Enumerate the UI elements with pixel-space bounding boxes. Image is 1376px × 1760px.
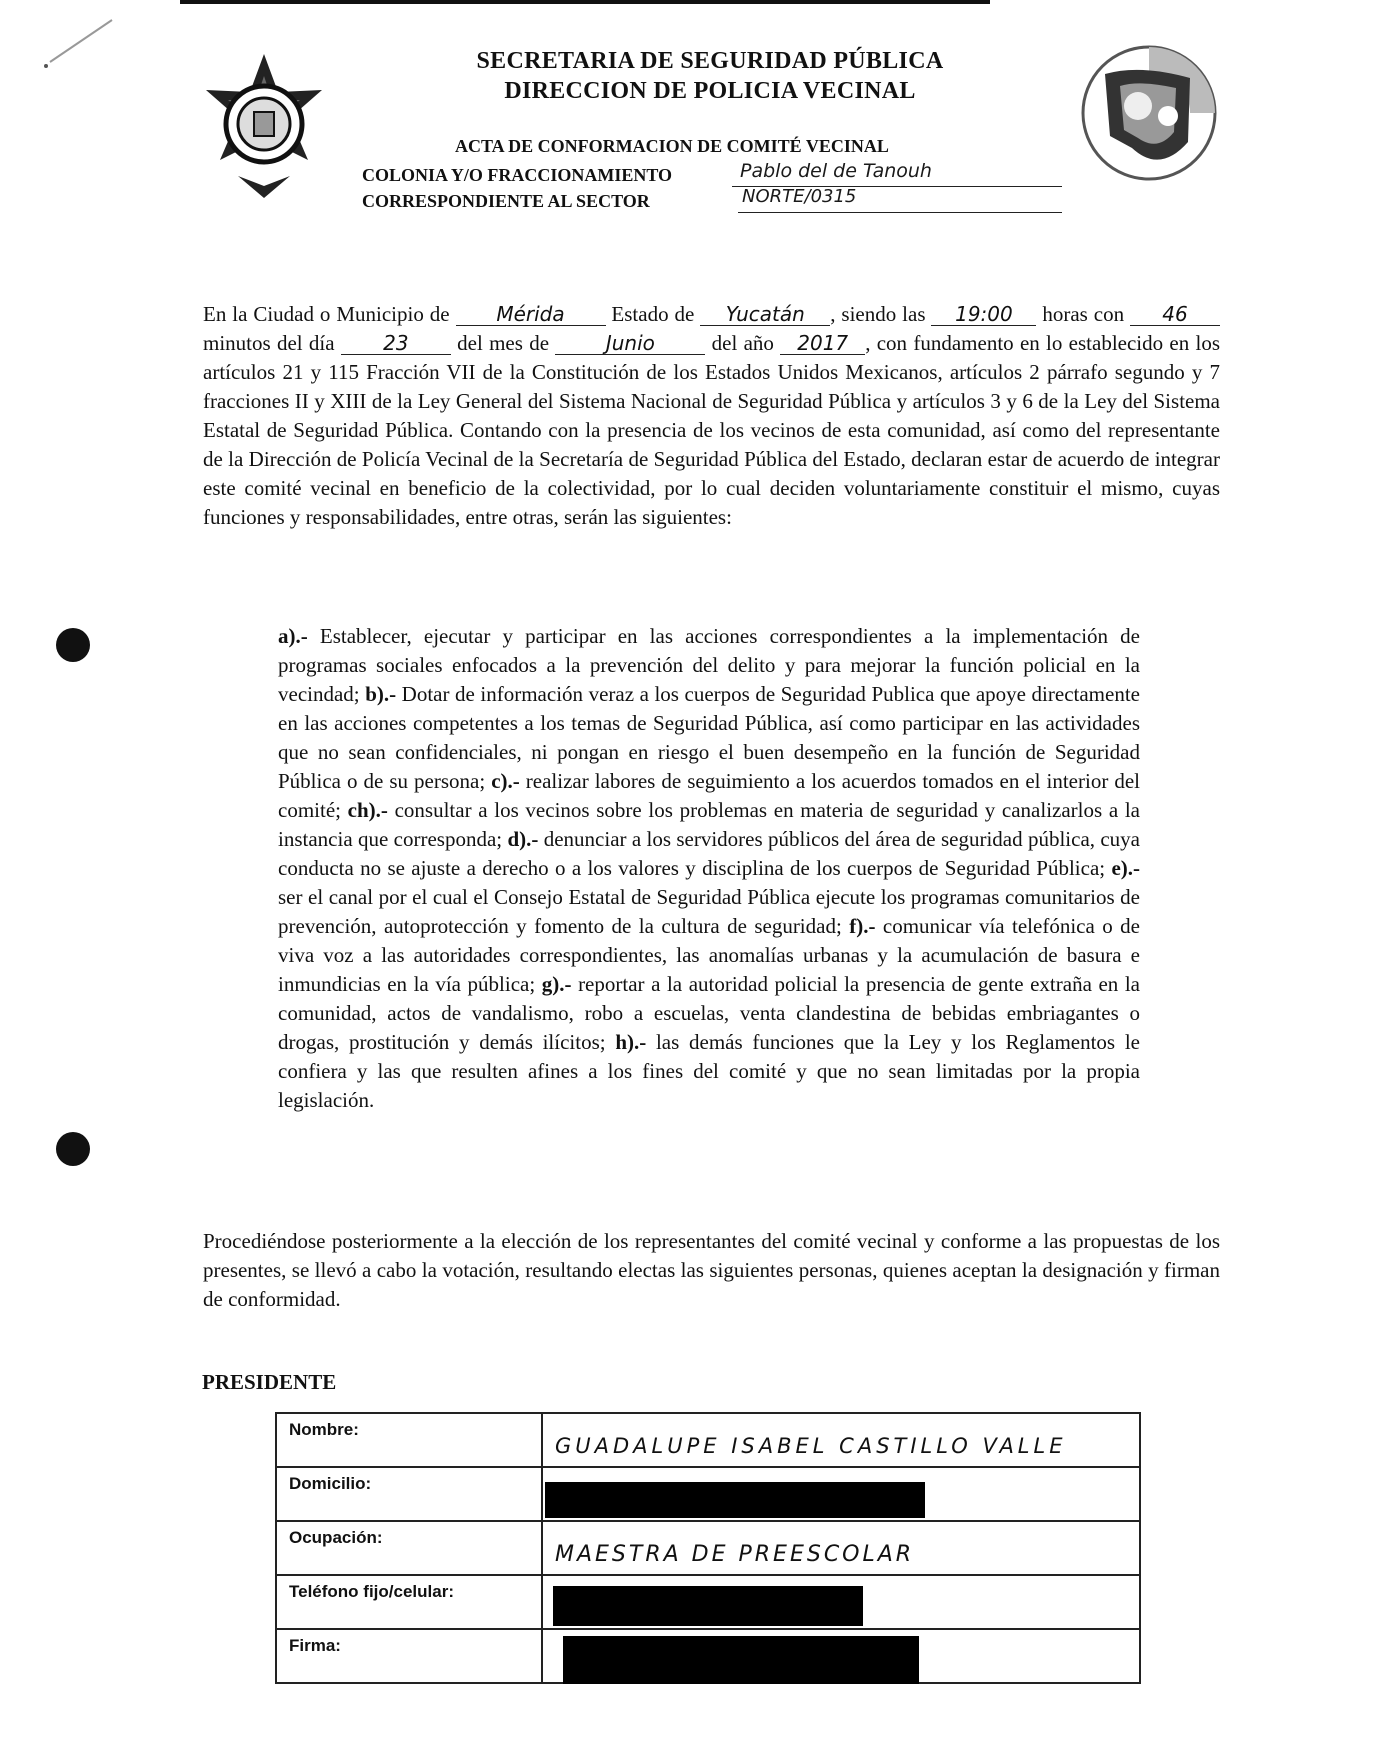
- telefono-label: Teléfono fijo/celular:: [276, 1575, 542, 1629]
- ocupacion-value-cell[interactable]: [542, 1521, 1140, 1575]
- domicilio-redaction: [545, 1482, 925, 1518]
- scratch-mark: [40, 12, 120, 72]
- dia-field: 23: [341, 332, 451, 355]
- punch-hole-bottom: [56, 1132, 90, 1166]
- function-e-marker: e).-: [1111, 856, 1140, 880]
- firma-row: [276, 1629, 1140, 1683]
- function-c-marker: c).-: [491, 769, 520, 793]
- intro-text-5: minutos del día: [203, 331, 335, 355]
- intro-text-7: del año: [711, 331, 774, 355]
- police-star-seal-icon: [198, 52, 330, 202]
- municipio-field: Mérida: [456, 303, 606, 326]
- function-b-marker: b).-: [365, 682, 397, 706]
- functions-paragraph: [278, 622, 1140, 1115]
- domicilio-label: Domicilio:: [276, 1467, 542, 1521]
- function-g-text: reportar a la autoridad policial la presencia de gente extraña en la comunidad, actos de vandalismo, robo a escuelas, venta clandestina de bebidas embriagantes o drogas, prostitución y demás ilícitos;: [278, 972, 1140, 1054]
- function-d-text: denunciar a los servidores públicos del área de seguridad pública, cuya conducta no se ajuste a derecho o a los valores y disciplina de los cuerpos de Seguridad Pública;: [278, 827, 1140, 880]
- presidente-heading: PRESIDENTE: [202, 1370, 337, 1394]
- function-h-text: las demás funciones que la Ley y los Reglamentos le confiera y las que resulten afines a los fines del comité y que no sean limitadas por la propia legislación.: [278, 1030, 1140, 1112]
- function-f-text: comunicar vía telefónica o de viva voz a las autoridades correspondientes, las anomalías urbanas y la acumulación de basura e inmundicias en la vía pública;: [278, 914, 1140, 996]
- function-e-text: ser el canal por el cual el Consejo Estatal de Seguridad Pública ejecute los programas comunitarios de prevención, autoprotección y fomento de la cultura de seguridad;: [278, 885, 1140, 938]
- function-c-text: realizar labores de seguimiento a los acuerdos tomados en el interior del comité;: [278, 769, 1140, 822]
- acta-title: ACTA DE CONFORMACION DE COMITÉ VECINAL: [455, 136, 889, 156]
- sector-value: NORTE/0315: [742, 186, 857, 207]
- nombre-value: GUADALUPE ISABEL CASTILLO VALLE: [555, 1434, 1067, 1458]
- domicilio-value-cell[interactable]: [542, 1467, 1140, 1521]
- function-a-marker: a).-: [278, 624, 308, 648]
- intro-text-1: En la Ciudad o Municipio de: [203, 302, 450, 326]
- domicilio-row: [276, 1467, 1140, 1521]
- nombre-value-cell[interactable]: [542, 1413, 1140, 1467]
- telefono-value-cell[interactable]: [542, 1575, 1140, 1629]
- closing-paragraph: Procediéndose posteriormente a la elección de los representantes del comité vecinal y conforme a las propuestas de los presentes, se llevó a cabo la votación, resultando electas las siguientes personas, quienes aceptan la designación y firman de conformidad.: [203, 1229, 1220, 1311]
- function-ch-marker: ch).-: [347, 798, 388, 822]
- minutos-field: 46: [1130, 303, 1220, 326]
- presidente-table: [275, 1412, 1141, 1684]
- firma-label: Firma:: [276, 1629, 542, 1683]
- intro-text-8: , con fundamento en lo establecido en los artículos 21 y 115 Fracción VII de la Constitución de los Estados Unidos Mexicanos, artículos 2 párrafo segundo y 7 fracciones II y XIII de la Ley General del Sistema Nacional de Seguridad Pública y artículos 3 y 6 de la Ley del Sistema Estatal de Seguridad Pública. Contando con la presencia de los vecinos de esta comunidad, así como del representante de la Dirección de Policía Vecinal de la Secretaría de Seguridad Pública del Estado, declaran estar de acuerdo de integrar este comité vecinal en beneficio de la colectividad, por lo cual deciden voluntariamente constituir el mismo, cuyas funciones y responsabilidades, entre otras, serán las siguientes:: [203, 331, 1221, 529]
- function-a-text: Establecer, ejecutar y participar en las acciones correspondientes a la implementación de programas sociales enfocados a la prevención del delito y para mejorar la función policial en la vecindad;: [278, 624, 1140, 706]
- intro-text-4: horas con: [1042, 302, 1125, 326]
- hora-field: 19:00: [931, 303, 1036, 326]
- sector-label: CORRESPONDIENTE AL SECTOR: [362, 191, 650, 211]
- mes-field: Junio: [555, 332, 705, 355]
- agency-title: SECRETARIA DE SEGURIDAD PÚBLICA: [476, 48, 944, 74]
- estado-field: Yucatán: [700, 303, 830, 326]
- function-f-marker: f).-: [849, 914, 876, 938]
- colonia-label: COLONIA Y/O FRACCIONAMIENTO: [362, 165, 673, 185]
- sector-line: [738, 212, 1062, 213]
- intro-text-2: Estado de: [611, 302, 695, 326]
- nombre-row: [276, 1413, 1140, 1467]
- function-b-text: Dotar de información veraz a los cuerpos de Seguridad Publica que apoye directamente en las acciones competentes a los temas de Seguridad Pública, así como participar en las actividades que no sean confidenciales, ni pongan en riesgo el buen desempeño en la función de Seguridad Pública o de su persona;: [278, 682, 1140, 793]
- firma-value-cell[interactable]: [542, 1629, 1140, 1683]
- telefono-row: [276, 1575, 1140, 1629]
- function-h-marker: h).-: [615, 1030, 647, 1054]
- colonia-value: Pablo del de Tanouh: [740, 160, 932, 182]
- intro-text-3: , siendo las: [830, 302, 926, 326]
- intro-paragraph: [203, 300, 1220, 532]
- anio-field: 2017: [780, 332, 865, 355]
- nombre-label: Nombre:: [276, 1413, 542, 1467]
- consejo-estatal-seal-icon: [1080, 44, 1218, 182]
- top-edge-rule: [180, 0, 990, 4]
- agency-subtitle: DIRECCION DE POLICIA VECINAL: [504, 78, 916, 104]
- ocupacion-row: [276, 1521, 1140, 1575]
- ocupacion-label: Ocupación:: [276, 1521, 542, 1575]
- punch-hole-top: [56, 628, 90, 662]
- function-d-marker: d).-: [507, 827, 539, 851]
- function-ch-text: consultar a los vecinos sobre los problemas en materia de seguridad y canalizarlos a la instancia que corresponda;: [278, 798, 1141, 851]
- ocupacion-value: MAESTRA DE PREESCOLAR: [555, 1542, 915, 1567]
- intro-text-6: del mes de: [457, 331, 550, 355]
- function-g-marker: g).-: [541, 972, 572, 996]
- firma-redaction: [563, 1636, 919, 1684]
- telefono-redaction: [553, 1586, 863, 1626]
